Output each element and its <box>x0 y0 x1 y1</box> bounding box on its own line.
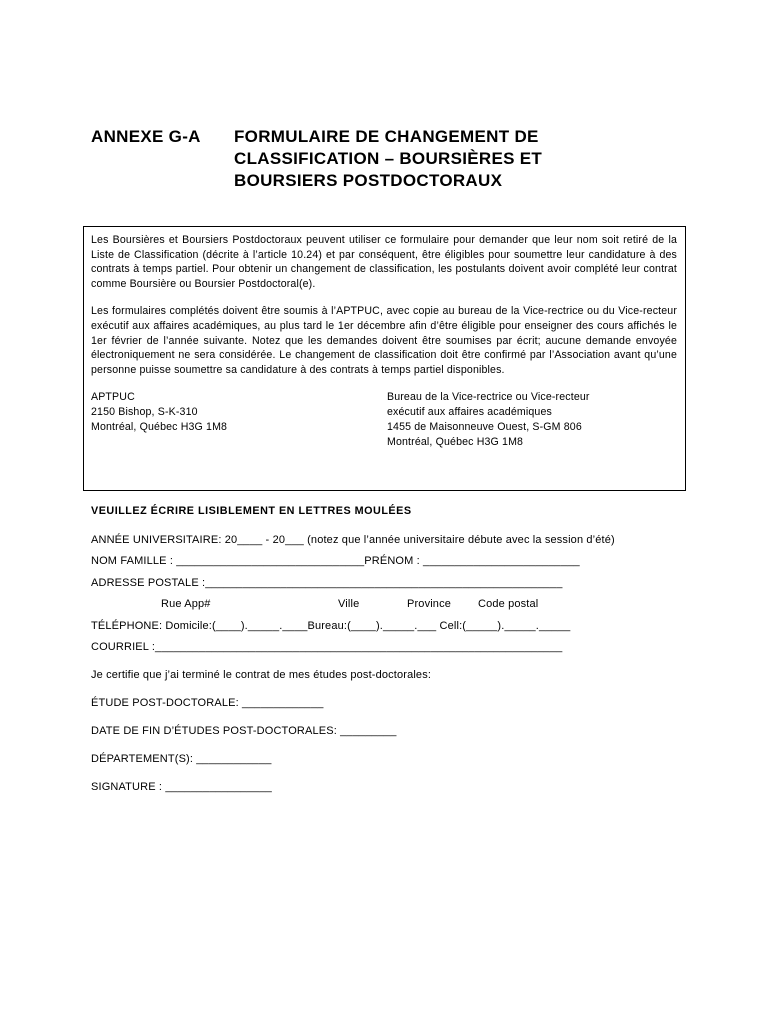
department-field[interactable]: DÉPARTEMENT(S): ____________ <box>91 753 272 765</box>
postdoc-study-field[interactable]: ÉTUDE POST-DOCTORALE: _____________ <box>91 697 324 709</box>
postal-code-label: Code postal <box>478 598 539 610</box>
form-title-line-1: FORMULAIRE DE CHANGEMENT DE <box>234 127 539 146</box>
certification-statement: Je certifie que j’ai terminé le contrat de mes études post-doctorales: <box>91 669 432 681</box>
address-line: 2150 Bishop, S-K-310 <box>91 406 198 419</box>
address-line: Montréal, Québec H3G 1M8 <box>387 435 524 448</box>
email-field[interactable]: COURRIEL :_________________________________________________________________ <box>91 641 563 653</box>
form-title <box>234 126 654 192</box>
name-field[interactable]: NOM FAMILLE : ______________________________PRÉNOM : _________________________ <box>91 555 580 567</box>
aptpuc-address <box>91 390 227 434</box>
postal-address-field[interactable]: ADRESSE POSTALE :_________________________________________________________ <box>91 577 563 589</box>
addresses <box>91 390 677 450</box>
address-line: Montréal, Québec H3G 1M8 <box>91 420 228 433</box>
vice-rector-address <box>387 390 590 449</box>
annex-label: ANNEXE G-A <box>91 127 201 146</box>
city-label: Ville <box>338 598 360 610</box>
address-line: Bureau de la Vice-rectrice ou Vice-recteur <box>387 391 590 404</box>
end-date-field[interactable]: DATE DE FIN D’ÉTUDES POST-DOCTORALES: _________ <box>91 725 397 737</box>
street-label: Rue App# <box>161 598 211 610</box>
instructions-paragraph-1: Les Boursières et Boursiers Postdoctoraux peuvent utiliser ce formulaire pour demander que leur nom soit retiré de la Liste de Classification (décrite à l’article 10.24) et par conséquent, être éligibles pour soumettre leur candidature à des contrats à temps partiel. Pour obtenir un changement de classification, les postulants doivent avoir complété leur contrat comme Boursière ou Boursier Postdoctoral(e). <box>91 234 677 290</box>
form-title-line-3: BOURSIERS POSTDOCTORAUX <box>234 171 503 190</box>
address-line: APTPUC <box>91 391 135 404</box>
instructions-paragraph-2: Les formulaires complétés doivent être soumis à l’APTPUC, avec copie au bureau de la Vice-rectrice ou du Vice-recteur exécutif aux affaires académiques, au plus tard le 1er décembre afin d’être éligible pour enseigner des cours affichés le 1er février de l’année suivante. Notez que les demandes doivent être soumises par écrit; aucune demande envoyée électroniquement ne sera considérée. Le changement de classification doit être confirmé par l’Association avant qu’une personne puisse soumettre sa candidature à des contrats à temps partiel disponibles. <box>91 305 677 376</box>
telephone-field[interactable]: TÉLÉPHONE: Domicile:(____)._____.____Bureau:(____)._____.___ Cell:(_____)._____._____ <box>91 620 571 632</box>
address-line: 1455 de Maisonneuve Ouest, S-GM 806 <box>387 420 582 433</box>
signature-field[interactable]: SIGNATURE : _________________ <box>91 781 272 793</box>
address-line: exécutif aux affaires académiques <box>387 406 552 419</box>
form-title-line-2: CLASSIFICATION – BOURSIÈRES ET <box>234 149 543 168</box>
province-label: Province <box>407 598 451 610</box>
academic-year-field[interactable]: ANNÉE UNIVERSITAIRE: 20____ - 20___ (notez que l’année universitaire débute avec la session d’été) <box>91 534 615 546</box>
print-instruction: VEUILLEZ ÉCRIRE LISIBLEMENT EN LETTRES MOULÉES <box>91 505 412 517</box>
instructions-box <box>83 226 686 491</box>
